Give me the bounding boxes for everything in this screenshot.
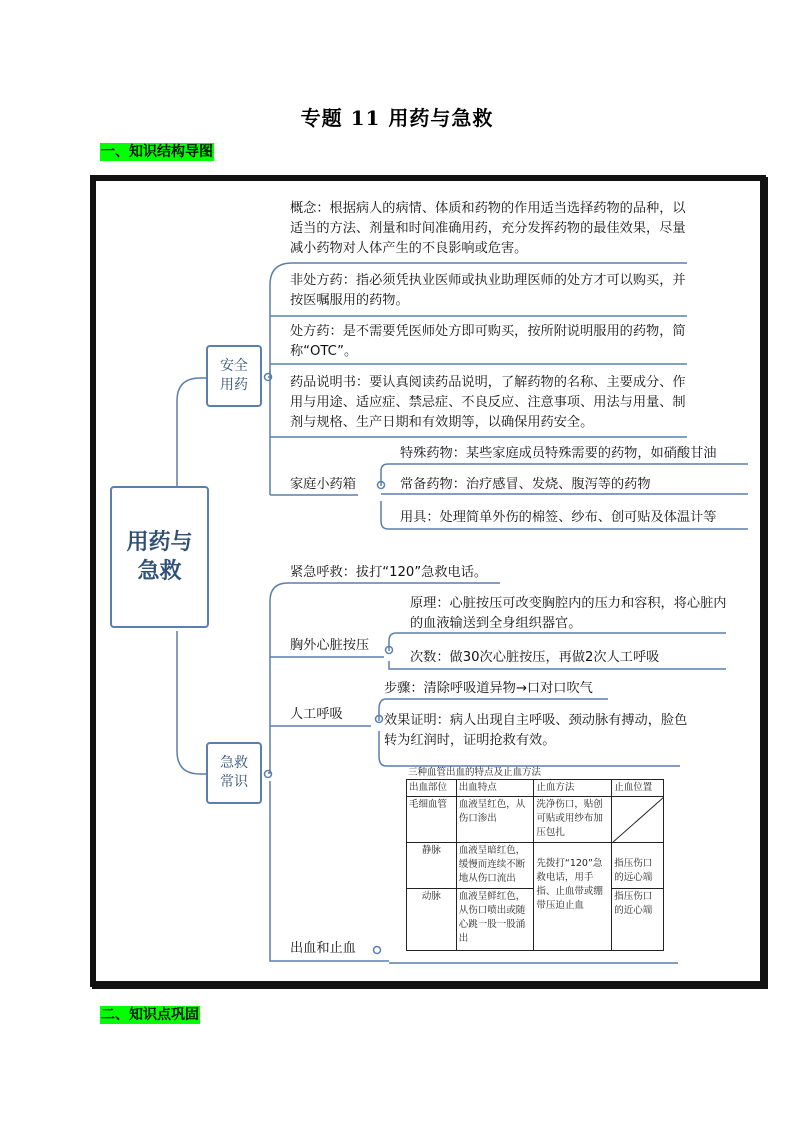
table-cell: 血液呈暗红色，缓慢而连续不断地从伤口流出 xyxy=(456,843,534,889)
table-cell: 血液呈鲜红色，从伤口喷出或随心跳一股一股涌出 xyxy=(456,889,534,951)
first-aid-tools-text: 用具：处理简单外伤的棉签、纱布、创可贴及体温计等 xyxy=(400,510,717,525)
common-drugs-text: 常备药物：治疗感冒、发烧、腹泻等的药物 xyxy=(400,477,651,492)
diagonal-strike xyxy=(612,797,664,843)
branch-safe-medication-node[interactable] xyxy=(206,345,262,407)
table-cell: 血液呈红色，从伤口渗出 xyxy=(456,797,534,843)
cpr-count-text: 次数：做30次心脏按压，再做2次人工呼吸 xyxy=(410,650,660,665)
table-row xyxy=(407,797,664,843)
ventilation-effect-text: 效果证明：病人出现自主呼吸、颈动脉有搏动，脸色转为红润时，证明抢救有效。 xyxy=(384,713,688,748)
mind-map-frame xyxy=(90,175,766,987)
table-cell: 毛细血管 xyxy=(407,797,457,843)
prescription-text: 处方药：是不需要凭医师处方即可购买，按所附说明服用的药物，简称“OTC”。 xyxy=(290,324,686,359)
nonprescription-text: 非处方药：指必须凭执业医师或执业助理医师的处方才可以购买，并按医嘱服用的药物。 xyxy=(290,273,686,308)
table-cell: 静脉 xyxy=(407,843,457,889)
ventilation-label: 人工呼吸 xyxy=(290,707,343,722)
table-cell: 先拨打“120”急救电话，用手指、止血带或绷带压迫止血 xyxy=(534,843,612,951)
table-row xyxy=(407,843,664,889)
branch-first-aid-label: 急救常识 xyxy=(220,755,248,790)
bleeding-table-caption: 三种血管出血的特点及止血方法 xyxy=(408,767,542,778)
table-cell: 洗净伤口，贴创可贴或用纱布加压包扎 xyxy=(534,797,612,843)
table-cell: 指压伤口的近心端 xyxy=(612,889,664,951)
drug-leaflet-text: 药品说明书：要认真阅读药品说明，了解药物的名称、主要成分、作用与用途、适应症、禁忌症、不良反应、注意事项、用法与用量、制剂与规格、生产日期和有效期等，以确保用药安全。 xyxy=(290,375,686,430)
emergency-call-text: 紧急呼救：拔打“120”急救电话。 xyxy=(290,565,488,580)
medicine-box-label: 家庭小药箱 xyxy=(290,477,356,492)
section-heading-review: 二、知识点巩固 xyxy=(101,1007,199,1023)
bleeding-label: 出血和止血 xyxy=(290,941,356,956)
table-header-cell: 止血位置 xyxy=(612,780,664,797)
ventilation-steps-text: 步骤：清除呼吸道异物→口对口吹气 xyxy=(384,681,593,696)
table-cell: 动脉 xyxy=(407,889,457,951)
cpr-principle-text: 原理：心脏按压可改变胸腔内的压力和容积，将心脏内的血液输送到全身组织器官。 xyxy=(410,596,727,631)
table-cell: 指压伤口的远心端 xyxy=(612,843,664,889)
cpr-label: 胸外心脏按压 xyxy=(290,638,370,653)
table-header-cell: 止血方法 xyxy=(534,780,612,797)
bleeding-table xyxy=(406,779,664,951)
table-header-row xyxy=(407,780,664,797)
branch-first-aid-node[interactable] xyxy=(206,742,262,804)
table-cell-empty xyxy=(612,797,664,843)
special-drugs-text: 特殊药物：某些家庭成员特殊需要的药物，如硝酸甘油 xyxy=(400,446,717,461)
branch-safe-medication-label: 安全用药 xyxy=(220,358,248,393)
table-header-cell: 出血部位 xyxy=(407,780,457,797)
concept-text: 概念：根据病人的病情、体质和药物的作用适当选择药物的品种，以适当的方法、剂量和时间准确用药，充分发挥药物的最佳效果，尽量减小药物对人体产生的不良影响或危害。 xyxy=(290,201,686,256)
page-title: 专题 11 用药与急救 xyxy=(300,106,494,130)
central-topic-node[interactable] xyxy=(110,486,209,628)
table-header-cell: 出血特点 xyxy=(456,780,534,797)
central-topic-label: 用药与急救 xyxy=(126,530,193,584)
section-heading-structure: 一、知识结构导图 xyxy=(101,144,213,160)
